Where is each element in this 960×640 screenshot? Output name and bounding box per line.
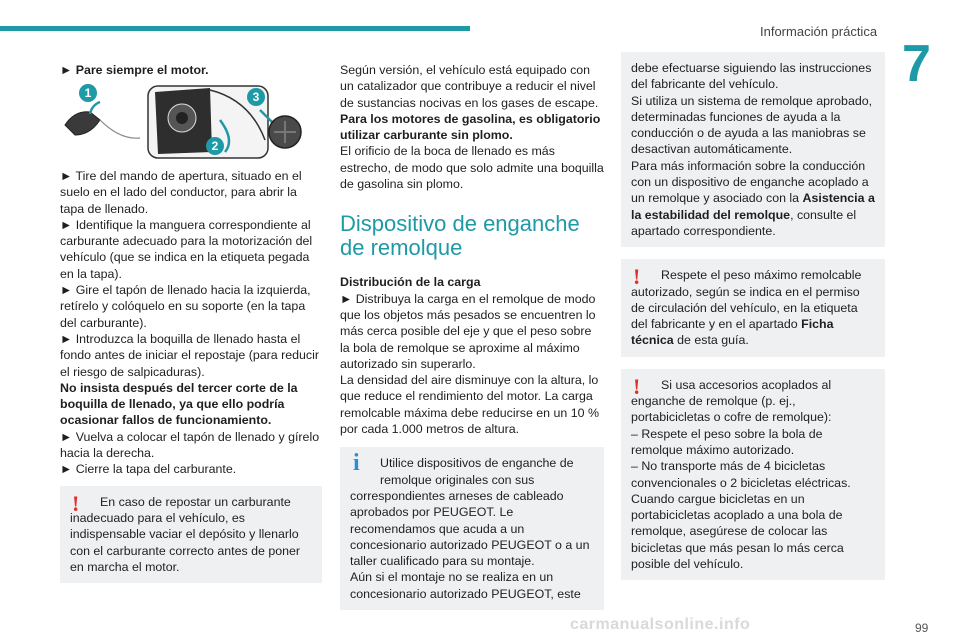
trailer-stability-text: Para más información sobre la conducción con un dispositivo de enganche acoplado a un remolque y asociado con la Asistencia a la estabilidad del remolque, consulte el apartado correspondiente. <box>631 158 875 238</box>
accessories-item-bicycles: – No transporte más de 4 bicicletas convencionales o 2 bicicletas eléctricas. <box>631 459 851 490</box>
step-stop-engine: ► Pare siempre el motor. <box>60 63 209 77</box>
nozzle-warning-text: No insista después del tercer corte de la boquilla de llenado, ya que ello podría ocasionar fallos de funcionamiento. <box>60 380 298 428</box>
callout-1-label: 1 <box>84 86 92 100</box>
accessories-item-ball-weight: – Respete el peso sobre la bola de remolque máximo autorizado. <box>631 426 823 457</box>
column-1 <box>60 62 322 78</box>
warning-box-accessories <box>621 369 885 581</box>
info-text-first: Utilice dispositivos de enganche de <box>380 456 574 471</box>
step-refit-cap: ► Vuelva a colocar el tapón de llenado y gírelo hacia la derecha. <box>60 429 320 461</box>
unleaded-requirement: Para los motores de gasolina, es obligatorio utilizar carburante sin plomo. <box>340 111 601 143</box>
callout-3-label: 3 <box>252 90 260 104</box>
accessories-bicycle-loading: Cuando cargue bicicletas en un portabicicletas acoplado a una bola de remolque, asegúrese de colocar las bicicletas que más pesan lo más cerca posible del vehículo. <box>631 491 844 572</box>
step-insert-nozzle: ► Introduzca la boquilla de llenado hasta el fondo antes de iniciar el repostaje (para reducir el riesgo de salpicaduras). <box>60 331 319 379</box>
warning-icon: ! <box>72 490 80 516</box>
warning-icon: ! <box>633 264 641 290</box>
section-title-towing: Dispositivo de enganche de remolque <box>340 211 580 261</box>
info-text-continued: Aún si el montaje no se realiza en un concesionario autorizado PEUGEOT, este <box>350 570 581 601</box>
load-distribution-step: ► Distribuya la carga en el remolque de modo que los objetos más pesados se encuentren lo más cerca posible del eje y que el peso sobre la bola de remolque se aproxime al máximo autorizado sin superarlo. <box>340 291 596 371</box>
column-1-steps <box>60 168 322 583</box>
info-box-towbar <box>340 447 604 610</box>
header-accent-bar <box>0 26 470 31</box>
warning-box-wrong-fuel <box>60 486 322 583</box>
step-identify-hose: ► Identifique la manguera correspondiente al carburante adecuado para la motorización del vehículo (que se indica en la etiqueta pegada en la tapa). <box>60 217 313 281</box>
accessories-first: Si usa accesorios acoplados al <box>661 377 832 392</box>
max-weight-first: Respete el peso máximo remolcable <box>661 268 862 283</box>
step-open-flap: ► Tire del mando de apertura, situado en el suelo en el lado del conductor, para abrir la tapa de llenado. <box>60 169 302 216</box>
subsection-load-distribution: Distribución de la carga <box>340 275 481 290</box>
catalyst-text: Según versión, el vehículo está equipado con un catalizador que contribuye a reducir el nivel de sustancias nocivas en los gases de escape. <box>340 63 599 110</box>
header-title: Información práctica <box>760 24 878 39</box>
trailer-stability-term: Asistencia a la estabilidad del remolque <box>631 191 875 222</box>
fuel-filler-illustration <box>60 80 318 160</box>
max-weight-rest: autorizado, según se indica en el permiso de circulación del vehículo, en la etiqueta del fabricante y en el apartado <box>631 284 860 332</box>
warning-text-first: En caso de repostar un carburante <box>100 494 291 509</box>
step-close-flap: ► Cierre la tapa del carburante. <box>60 462 237 477</box>
accessories-rest: enganche de remolque (p. ej., portabicicletas o cofre de remolque): <box>631 394 832 425</box>
warning-box-max-weight: ! Respete el peso máximo remolcable autorizado, según se indica en el permiso de circulación del vehículo, en la etiqueta del fabricante y en el apartado Ficha técnica de esta guía. <box>621 259 885 356</box>
info-box-continued <box>621 52 885 247</box>
info-text-body: correspondientes arneses de cableado aprobados por PEUGEOT. Le recomendamos que acuda a un concesionario autorizado PEUGEOT o a un taller cualificado para su montaje. <box>350 488 590 569</box>
air-density-text: La densidad del aire disminuye con la altura, lo que reduce el rendimiento del motor. La carga remolcable máxima debe reducirse en un 10 % por cada 1.000 metros de altura. <box>340 373 599 437</box>
watermark: carmanualsonline.info <box>570 616 751 633</box>
warning-icon: ! <box>633 373 641 399</box>
info-text-second: remolque originales con sus <box>380 472 535 487</box>
towbar-instructions: debe efectuarse siguiendo las instrucciones del fabricante del vehículo. <box>631 61 872 92</box>
technical-data-term: Ficha técnica <box>631 317 834 348</box>
filler-orifice-text: El orificio de la boca de llenado es más estrecho, de modo que solo admite una boquilla de gasolina sin plomo. <box>340 144 604 192</box>
column-3 <box>621 52 885 580</box>
callout-2-label: 2 <box>211 139 219 153</box>
chapter-number: 7 <box>902 35 931 93</box>
warning-text-rest: inadecuado para el vehículo, es indispensable vaciar el depósito y llenarlo con el carburante correcto antes de poner en marcha el motor. <box>70 510 301 574</box>
driving-aids-text: Si utiliza un sistema de remolque aprobado, determinadas funciones de ayuda a la conducción o de ayuda a las maniobras se desactivan automáticamente. <box>631 93 873 157</box>
info-icon: i <box>353 450 360 477</box>
page-number: 99 <box>915 621 929 635</box>
column-2 <box>340 62 604 610</box>
step-remove-cap: ► Gire el tapón de llenado hacia la izquierda, retírelo y colóquelo en su soporte (en la tapa del carburante). <box>60 283 311 330</box>
